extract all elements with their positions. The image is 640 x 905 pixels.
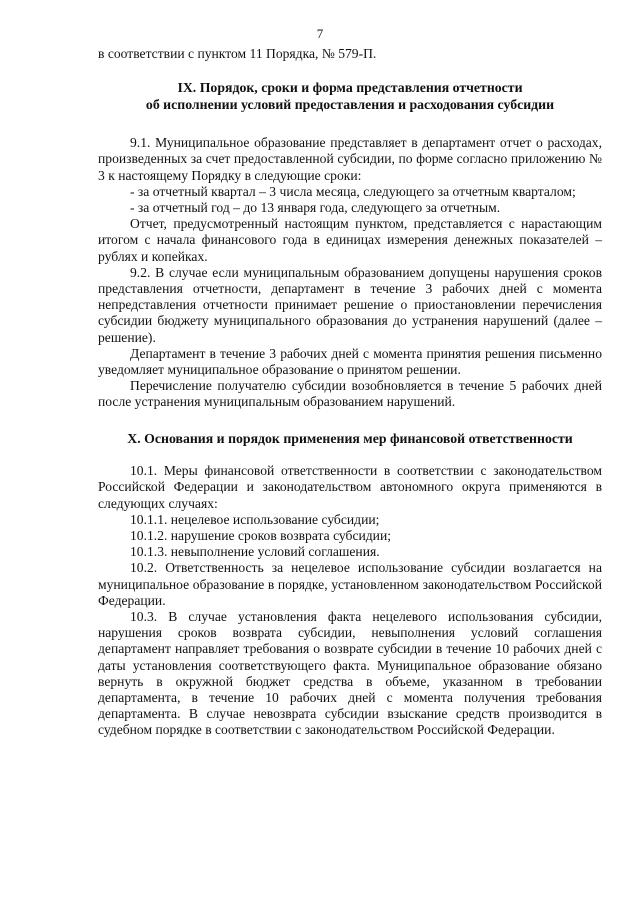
paragraph-9-1: 9.1. Муниципальное образование представляет в департамент отчет о расходах, произведенных за счет предоставленной субсидии, по форме согласно приложению № 3 к настоящему Порядку в следующие сроки:: [98, 135, 602, 183]
section-9-heading: [98, 80, 602, 113]
paragraph-10-2: 10.2. Ответственность за нецелевое использование субсидии возлагается на муниципальное образование в порядке, установленном законодательством Российской Федерации.: [98, 560, 602, 608]
section-9-title-line-2: об исполнении условий предоставления и расходования субсидии: [145, 96, 555, 112]
paragraph-10-1-3: 10.1.3. невыполнение условий соглашения.: [130, 544, 380, 560]
paragraph-10-3: 10.3. В случае установления факта нецелевого использования субсидии, нарушения сроков возврата субсидии, невыполнения условий соглашения департамент направляет требования о возврате субсидии в течение 10 рабочих дней с даты установления соответствующего факта. Муниципальное образование обязано вернуть в окружной бюджет средства в объеме, указанном в требовании департамента, в течение 10 рабочих дней с момента получения требования департамента. В случае невозврата субсидии взыскание средств производится в судебном порядке в соответствии с законодательством Российской Федерации.: [98, 608, 602, 738]
paragraph-9-1-report: Отчет, предусмотренный настоящим пунктом, представляется с нарастающим итогом с начала финансового года в единицах измерения денежных показателей – рублях и копейках.: [98, 216, 602, 264]
paragraph-9-2: 9.2. В случае если муниципальным образованием допущены нарушения сроков представления отчетности, департамент в течение 3 рабочих дней с момента непредставления отчетности принимает решение о приостановлении перечисления субсидии бюджету муниципального образования до устранения нарушений (далее – решение).: [98, 264, 602, 345]
lead-text: в соответствии с пунктом 11 Порядка, № 579-П.: [98, 46, 377, 61]
paragraph-9-1-year: - за отчетный год – до 13 января года, следующего за отчетным.: [130, 200, 501, 216]
paragraph-10-1-1: 10.1.1. нецелевое использование субсидии;: [130, 511, 380, 527]
document-body: [98, 46, 602, 739]
page-number: 7: [316, 26, 324, 41]
paragraph-9-2-notice: Департамент в течение 3 рабочих дней с момента принятия решения письменно уведомляет муниципальное образование о принятом решении.: [98, 345, 602, 378]
section-9-title-line-1: IX. Порядок, сроки и форма представления отчетности: [177, 80, 523, 96]
paragraph-9-2-resume: Перечисление получателю субсидии возобновляется в течение 5 рабочих дней после устранения муниципальным образованием нарушений.: [98, 378, 602, 410]
paragraph-10-1: 10.1. Меры финансовой ответственности в соответствии с законодательством Российской Федерации и законодательством автономного округа применяются в следующих случаях:: [98, 463, 602, 511]
paragraph-9-1-quarter: - за отчетный квартал – 3 числа месяца, следующего за отчетным кварталом;: [130, 183, 576, 199]
paragraph-10-1-2: 10.1.2. нарушение сроков возврата субсидии;: [130, 527, 392, 543]
section-10-title: X. Основания и порядок применения мер финансовой ответственности: [127, 430, 573, 446]
